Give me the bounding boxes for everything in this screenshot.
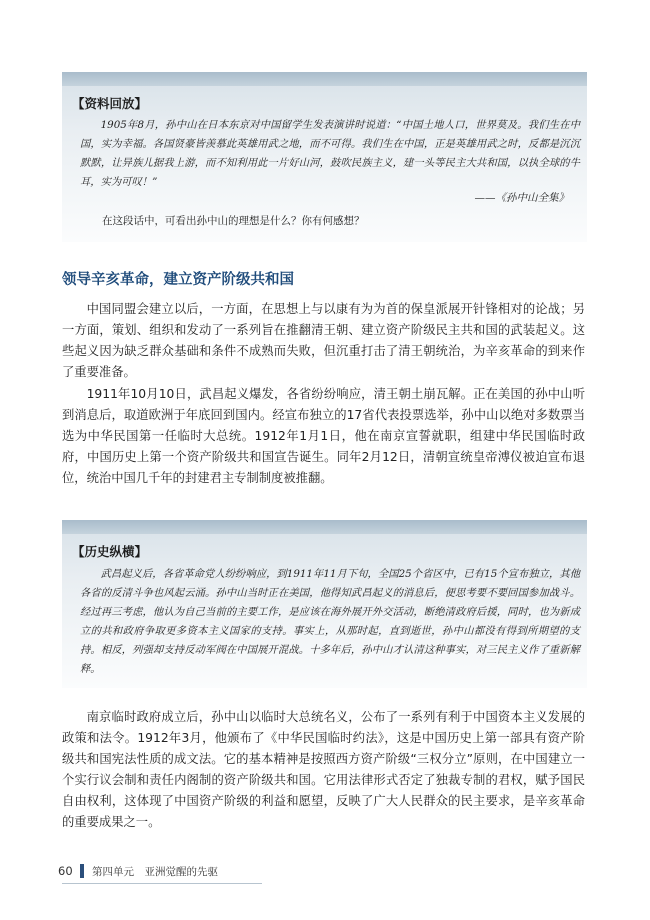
body-paragraph-2: 1911年10月10日，武昌起义爆发，各省纷纷响应，清王朝土崩瓦解。正在美国的孙中山听到消息后，取道欧洲于年底回到国内。经宣布独立的17省代表投票选举，孙中山以绝对多数票当选为中华民国第一任临时大总统。1912年1月1日，他在南京宣誓就职，组建中华民国临时政府，中国历史上第一个资产阶级共和国宣告诞生。同年2月12日，清朝宣统皇帝溥仪被迫宣布退位，统治中国几千年的封建君主专制制度被推翻。 — [62, 387, 585, 485]
reflection-question: 在这段话中，可看出孙中山的理想是什么？你有何感想？ — [102, 215, 365, 227]
source-material-title: 【资料回放】 — [72, 96, 148, 111]
footer-divider — [62, 883, 262, 884]
source-citation: ——《孙中山全集》 — [474, 192, 569, 204]
body-paragraph-1: 中国同盟会建立以后，一方面，在思想上与以康有为为首的保皇派展开针锋相对的论战；另一方面，策划、组织和发动了一系列旨在推翻清王朝、建立资产阶级民主共和国的武装起义。这些起义因为缺乏群众基础和条件不成熟而失败，但沉重打击了清王朝统治，为辛亥革命的到来作了重要准备。 — [62, 302, 585, 379]
page-number: 60 — [58, 864, 73, 878]
section-title: 领导辛亥革命，建立资产阶级共和国 — [62, 272, 294, 288]
source-material-box — [62, 72, 587, 242]
body-paragraph-3: 南京临时政府成立后，孙中山以临时大总统名义，公布了一系列有利于中国资本主义发展的政策和法令。1912年3月，他颁布了《中华民国临时约法》，这是中国历史上第一部具有资产阶级共和国宪法性质的成文法。它的基本精神是按照西方资产阶级“三权分立”原则，在中国建立一个实行议会制和责任内阁制的资产阶级共和国。它用法律形式否定了独裁专制的君权，赋予国民自由权利，这体现了中国资产阶级的利益和愿望，反映了广大人民群众的民主要求，是辛亥革命的重要成果之一。 — [62, 710, 585, 829]
history-panorama-text: 武昌起义后，各省革命党人纷纷响应，到1911年11月下旬，全国25个省区中，已有15个宣布独立，其他各省的反清斗争也风起云涌。孙中山当时正在美国，他得知武昌起义的消息后，便思考要不要回国参加战斗。经过再三考虑，他认为自己当前的主要工作，是应该在海外展开外交活动，断绝清政府后援，同时，也为新成立的共和政府争取更多资本主义国家的支持。事实上，从那时起，直到逝世，孙中山都没有得到所期望的支持。相反，列强却支持反动军阀在中国展开混战。十多年后，孙中山才认清这种事实，对三民主义作了重新解释。 — [80, 568, 580, 675]
unit-label: 第四单元 亚洲觉醒的先驱 — [92, 866, 218, 878]
box-header-bar — [62, 520, 587, 534]
source-quote: 1905年8月，孙中山在日本东京对中国留学生发表演讲时说道：“中国土地人口，世界莫及。我们生在中国，实为幸福。各国贤豪皆羡慕此英雄用武之地，而不可得。我们生在中国，正是英雄用武之时，反都是沉沉默默，让异族儿据我上游，而不知利用此一片好山河，鼓吹民族主义，建一头等民主大共和国，以执全球的牛耳，实为可叹！” — [80, 119, 580, 188]
box-header-bar — [62, 72, 587, 86]
history-panorama-box — [62, 520, 587, 688]
history-panorama-title: 【历史纵横】 — [72, 544, 148, 559]
footer-accent-bar — [80, 864, 84, 878]
